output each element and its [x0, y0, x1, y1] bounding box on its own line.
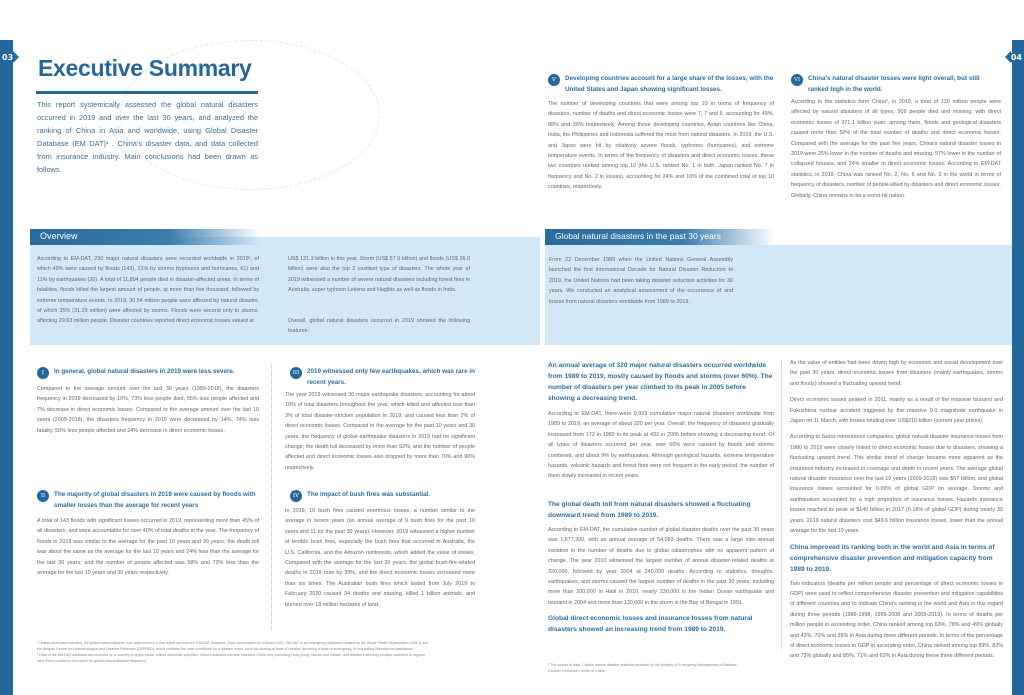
- page-title: Executive Summary: [38, 55, 252, 81]
- section-heading: The global death toll from natural disasters showed a fluctuating downward trend from 1989 to 2019.: [548, 501, 751, 519]
- title-underline: [36, 91, 258, 94]
- overview-body-1: According to EM-DAT, 290 major natural disasters were recorded worldwide in 2019¹, of which 49% were caused by floods (143), 21% by storms (typhoons and hurricanes, 61) and 11% by earthquakes (30). A total of 11,804 people died in disaster-affected areas. In terms of fatalities, floods killed the largest amount of people, at more than five thousand, followed by extreme temperature events. In 2019, 30.54 million people were affected by natural disaster, of which 35% (31.29 million) were affected by storms. Floods were second only to storms, affecting 29.63 million people. Disaster countries reported direct economic losses valued at: [37, 256, 259, 325]
- overview-body-2: US$ 121.3 billion in this year. Storm (US$ 57.9 billion) and floods (US$ 36.0 billion) were also the top 2 costliest type of disasters. The whole year of 2019 witnessed a number of severe natural disasters including forest fires in Australia, super typhoon Lekima and Hagibis as well as floods in India.: [288, 256, 470, 294]
- section-heading: The majority of global disasters in 2019 were caused by floods with smaller losses than the average for recent years: [54, 491, 256, 509]
- footnote-1: ¹ Unless otherwise indicated, the global natural disaster loss data covered in this report are from the EM-DAT database. Data downloaded on 4 March 2020. EM-DAT is an emergency database created by the World Health Organization (WHO) and the Belgian Centre for Epidemiological and Disaster Research (CEPRED), which contains the main conditions for a disaster event, such as causing at least 10 deaths, declaring a state of emergency, or requesting international assistance.: [37, 641, 429, 651]
- page-number-left-text: 03: [2, 52, 14, 62]
- column-divider: [271, 365, 272, 630]
- footnote-2: ² Data of the EM-DAT database are recorded on a country or region basis, unless otherwise specified, China's statistics exclude mainland China only, excluding Hong Kong, Macao and Taiwan, and disasters affecting multiple countries or regions have been counted in the report for global natural disaster frequency.: [37, 653, 425, 663]
- trend-deaths: [548, 499, 774, 635]
- section-heading: In general, global natural disasters in 2019 were less severe.: [54, 368, 235, 375]
- section-heading: 2019 witnessed only few earthquakes, which was rare in recent years.: [307, 368, 475, 386]
- section-body: According to EM-DAT, there were 9,923 cumulative major natural disasters worldwide from 1989 to 2019, an average of about 320 per year. Overall, the frequency of disasters gradually increased from 172 in 1989 to its peak at 432 in 2005 before showing a decreasing trend. Of all types of disasters occurred per year, over 60% were caused by floods and storms combined, and about 9% by earthquakes. Although geological hazards, extreme temperature hazards, volcanic hazards and forest fires were not frequent in the early period, the number of them slowly increased in recent years.: [548, 411, 774, 480]
- section-i: [37, 367, 259, 436]
- section-body: According to EM-DAT, the cumulative number of global disaster deaths over the past 30 years was 1,677,200, with an annual average of 54,083 deaths. There was a large inter-annual variation in the number of deaths due to global catastrophes with no apparent pattern of change. The year 2010 witnessed the largest number of annual disaster-related deaths at 320,000, followed by year 2004 at 240,000 deaths. According to statistics, droughts, earthquakes, and storms caused the largest number of deaths in the past 30 years, including more than 200,000 in Haiti in 2010, nearly 230,000 in the Indian Ocean earthquake and tsunami in 2004 and more than 130,000 in the storm in the Bay of Bengal in 1991.: [548, 527, 774, 606]
- section-body: According to the statistics form China², in 2019, a total of 130 million people were affected by natural disasters of all types, 909 people died and missing, with direct economic losses of 371.1 billion yuan; among them, floods and geological disasters caused more than 50% of the total number of deaths and direct economic losses. Compared with the average for the past five years, China's natural disaster losses in 2019 were 25% lower in the number of deaths and missing, 57% lower in the number of collapsed houses, and 24% smaller in direct economic losses. According to EM-DAT statistics, in 2019, China was ranked No. 2, No. 6 and No. 3 in the world in terms of frequency of disasters, number of people killed by disasters and direct economic losses. Globally, China remains to be a worst-hit nation.: [791, 99, 1001, 199]
- past30-header: [545, 229, 775, 245]
- section-heading: China's natural disaster losses were light overall, but still ranked high in the world.: [808, 75, 980, 93]
- section-body: According to Swiss reinsurance companies, global natural disaster insurance losses from 1980 to 2019 were closely linked to direct economic losses due to disasters, showing a fluctuating upward trend. This similar trend of change became more apparent as the insurance industry increased in coverage and depth in recent years. The average global natural disaster insurance over the last 10 years (2009-2018) was $67 billion, and global insurance losses accounted for 0.09% of global GDP on average. Storms and earthquakes accounted for a high proportion of insurance losses. Hazards insurance losses reached its peak at $140 billion in 2017 (0.18% of global GDP) during nearly 30 years. 2019 natural disasters cost $49.6 billion insurance losses, lower than the annual average for the last 10 years.: [790, 434, 1003, 535]
- intro-paragraph: This report systemically assessed the global natural disasters occurred in 2019 and over the last 30 years, and analyzed the ranking of China in Asia and worldwide, using Global Disaster Database (EM DAT)¹ . China's disaster data, and data collected from insurance industry. Main conclusions had been drawn as follows.: [37, 100, 258, 174]
- overview-body-3: Overall, global natural disasters occurred in 2019 showed the following features:: [288, 318, 470, 335]
- footnotes-right: [548, 662, 748, 674]
- overview-heading: Overview: [40, 231, 78, 241]
- section-heading: China improved its ranking both in the world and Asia in terms of comprehensive disaster prevention and mitigation capacity from 1989 to 2019.: [790, 543, 995, 573]
- numeral-badge: III: [290, 367, 302, 379]
- footnote-3: ³ The source of data, China's natural disaster statistics provided by the Ministry of Emergency Management of National Disaster Reduction Centre of China.: [548, 663, 737, 673]
- section-iii: [285, 367, 475, 473]
- page-number-left: [0, 51, 19, 63]
- page-tab-arrow: [13, 51, 19, 63]
- section-body: Two indicators (deaths per million people and percentage of direct economic losses in GDP) were used to reflect comprehensive disaster prevention and mitigation capabilities of different countries and to indicate China's ranking in the world and Asia in this regard during three periods (1989-1998, 1999-2008 and 2009-2019). In terms of deaths per million people in ascending order, China ranked among top 63%, 78% and 49% globally and 43%, 70% and 35% in Asia during three different periods. In terms of the percentage of direct economic losses in GDP in ascending order, China ranked among top 89%, 82% and 73% globally and 85%, 71% and 63% in Asia during these three different periods.: [790, 580, 1003, 660]
- section-ii: [37, 490, 259, 578]
- section-body: A total of 143 floods with significant losses occurred in 2019, representing more than 45% of all disasters, and were accountable for over 40% of total deaths in the year. The frequency of floods in 2019 was similar to the average for the past 10 years and 30 years; the death toll was about the same as the average for the last 10 years and 24% less than the average for the last 30 years; and the number of people affected was 58% and 73% less than the average for the last 10 years and 30 years respectively.: [37, 518, 259, 577]
- trend-frequency: [548, 360, 774, 482]
- section-body: Direct economic losses peaked in 2011, mainly as a result of the massive tsunami and Fukushima nuclear accident triggered by the massive 9.0 magnitude earthquake in Japan on 11 March, with losses totaling over US$210 billion (current year prices).: [790, 397, 1003, 425]
- numeral-badge: V: [548, 74, 560, 86]
- footnotes-left: [37, 640, 432, 664]
- section-heading: Global direct economic losses and insurance losses from natural disasters showed an increasing trend from 1989 to 2019.: [548, 615, 753, 634]
- section-body: Compared to the average amount over the last 30 years (1989-2018), the disasters frequency in 2019 decreased by 10%, 73% less people died, 55% less people affected and 7% decrease in direct economic losses. Compared to the average amount over the last 10 years (2009-2018), the disasters frequency in 2019 were decreased by 14%, 74% less fatality, 50% less people affected and 24% decrease in direct economic losses.: [37, 386, 259, 434]
- section-heading: An annual average of 320 major natural disasters occurred worldwide from 1989 to 2019, mostly caused by floods and storms (over 60%). The number of disasters per year climbed to its peak in 2005 before showing a decreasing trend.: [548, 362, 773, 402]
- column-divider: [781, 360, 782, 650]
- section-body: The year 2019 witnessed 30 major earthquake disasters, accounting for about 10% of total disasters throughout the year, which killed and affected less than 3% of total disaster-stricken population in 2019; and caused less than 2% of direct economic losses. Compared to the average for the past 10 years and 30 years, the frequency of global earthquake disasters in 2019 had no significant change; the death toll decreased by more than 92%; and the number of people affected and direct economic losses also dropped by more than 70% and 90% respectively.: [285, 392, 475, 471]
- section-heading: Developing countries account for a large share of the losses, with the United States and Japan showing significant losses.: [565, 75, 774, 93]
- numeral-badge: IV: [290, 490, 302, 502]
- section-body: In 2019, 10 bush fires caused enormous losses, a number similar to the average in recent years (an annual average of 9 bush fires for the past 10 years and 11 for the past 30 years). However, 2019 witnessed a higher number of terrible bush fires, especially the bush fires that occurred in Australia, the U.S. California, and the Amazon rainforests, which added the value of losses. Compared with the average for the last 30 years, the global bush-fire-related deaths in 2019 rose by 39%, and the direct economic losses increased more than six times. The Australian bush fires which lasted from July 2019 to February 2020 caused 34 deaths and missing, killed 1 billion animals, and burned over 18 million hectares of land.: [285, 508, 475, 608]
- section-body: As the value of entities had been driven high by economic and social development over the past 30 years, direct economic losses from disasters (mainly earthquakes, storms and floods) showed a fluctuating upward trend.: [790, 360, 1003, 387]
- overview-header: [30, 229, 260, 245]
- section-v: [548, 74, 774, 193]
- section-heading: The impact of bush fires was substantial.: [307, 491, 431, 498]
- numeral-badge: I: [37, 367, 49, 379]
- left-page-edge-bar: [0, 40, 13, 695]
- section-iv: [285, 490, 475, 610]
- numeral-badge: VI: [791, 74, 803, 86]
- trend-losses-continued: [790, 358, 1003, 662]
- past30-body: From 22 December 1989 when the United Nations General Assembly launched the first International Decade for Natural Disaster Reduction to 2019, the United Nations had been taking disaster reduction activities for 30 years. We conducted an analytical assessment of the occurrence of and losses from natural disasters worldwide from 1989 to 2019.: [549, 257, 733, 305]
- page-number-right: [1005, 51, 1024, 63]
- right-page-edge-bar: [1012, 40, 1024, 695]
- past30-heading: Global natural disasters in the past 30 years: [555, 231, 721, 241]
- section-vi: [791, 74, 1001, 201]
- page-number-right-text: 04: [1010, 52, 1022, 62]
- section-body: The number of developing countries that were among top 10 in terms of frequency of disasters, number of deaths and direct economic losses were 7, 7 and 6, accounting for 49%, 88% and 36% respectively. Among those developing countries, Asian countries like China, India, the Philippines and Indonesia suffered the most from natural disasters. In 2019, the U.S. and Japan were hit by relatively severe floods, typhoons (hurricanes), and extreme temperature events. In terms of the frequency of disasters and direct economic losses, these two countries ranked among top 10 (the U.S. ranked No. 1 in both, Japan ranked No. 7 in frequency and No. 2 in losses), accounting for 24% and 10% of the combined total of top 10 countries, respectively.: [548, 101, 774, 191]
- numeral-badge: II: [37, 490, 49, 502]
